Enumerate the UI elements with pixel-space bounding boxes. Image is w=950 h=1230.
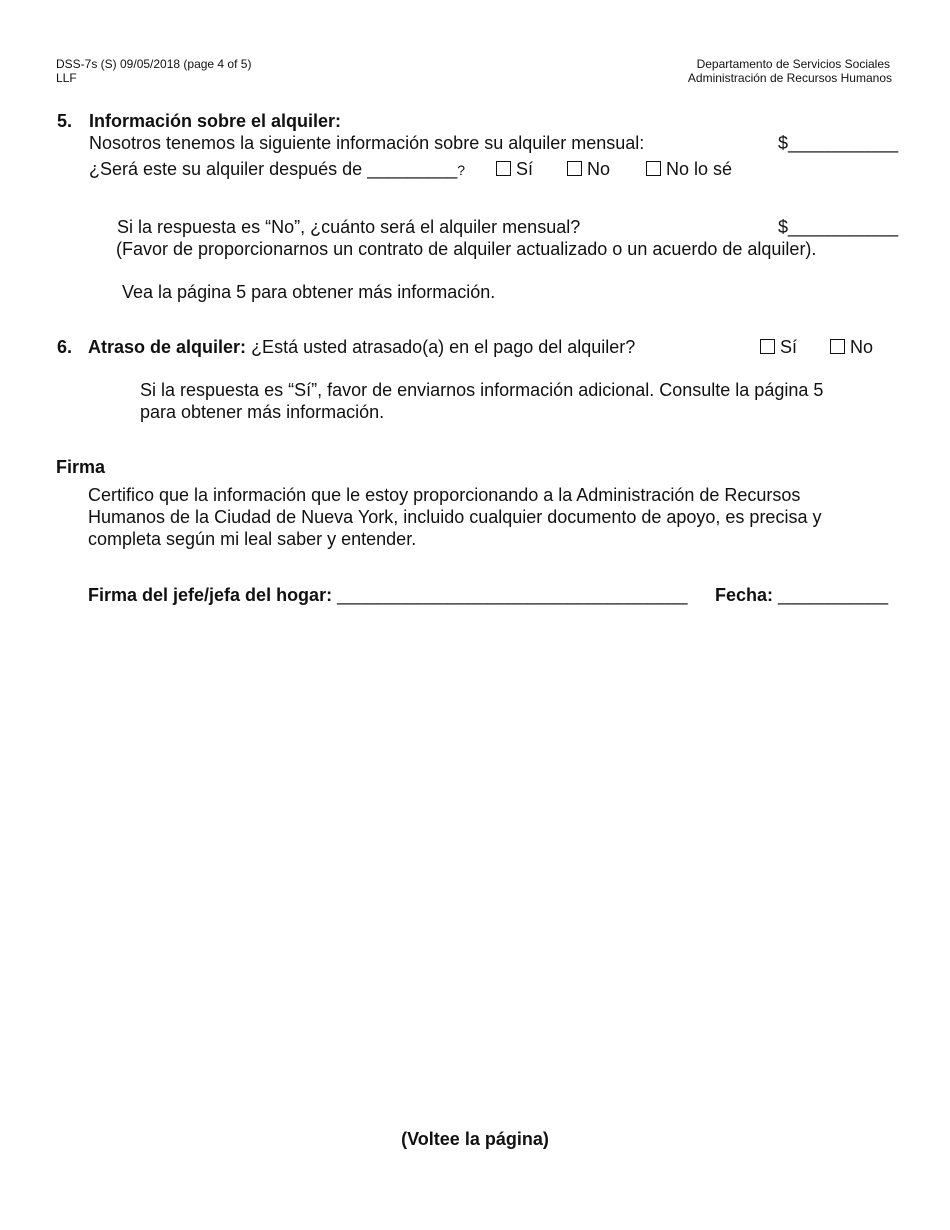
if-no-question: Si la respuesta es “No”, ¿cuánto será el alquiler mensual? xyxy=(117,217,581,237)
signature-label: Firma del jefe/jefa del hogar: xyxy=(88,585,333,605)
turn-page-note: (Voltee la página) xyxy=(401,1129,549,1149)
signature-heading: Firma xyxy=(56,457,106,477)
checkbox-icon[interactable] xyxy=(830,339,845,354)
option-si-5[interactable] xyxy=(496,158,533,180)
section-6-line xyxy=(88,336,635,358)
section-6-note-line-2: para obtener más información. xyxy=(140,402,385,422)
date-line xyxy=(715,584,888,606)
section-5-title: Información sobre el alquiler: xyxy=(89,111,342,131)
certification-line-3: completa según mi leal saber y entender. xyxy=(88,529,417,549)
rent-info-line: Nosotros tenemos la siguiente información sobre su alquiler mensual: xyxy=(89,133,645,153)
form-code: LLF xyxy=(56,71,77,85)
rent-after-question-text: ¿Será este su alquiler después de xyxy=(89,159,363,179)
new-rent-amount-field[interactable]: $___________ xyxy=(778,217,899,237)
signature-line xyxy=(88,584,687,606)
date-field[interactable]: ___________ xyxy=(778,585,889,605)
checkbox-icon[interactable] xyxy=(760,339,775,354)
department-name: Departamento de Servicios Sociales xyxy=(696,57,890,71)
see-page-note: Vea la página 5 para obtener más información. xyxy=(122,282,496,302)
section-6-number: 6. xyxy=(57,337,73,357)
current-rent-amount-field[interactable]: $___________ xyxy=(778,133,899,153)
lease-note: (Favor de proporcionarnos un contrato de alquiler actualizado o un acuerdo de alquiler). xyxy=(116,239,817,259)
option-si-label: Sí xyxy=(516,159,534,179)
checkbox-icon[interactable] xyxy=(567,161,582,176)
option-no-label: No xyxy=(850,337,874,357)
signature-field[interactable]: ___________________________________ xyxy=(337,585,688,605)
rent-after-date-field[interactable]: _________ xyxy=(367,159,458,179)
checkbox-icon[interactable] xyxy=(646,161,661,176)
form-id: DSS-7s (S) 09/05/2018 (page 4 of 5) xyxy=(56,57,252,71)
section-6-title: Atraso de alquiler: xyxy=(88,337,247,357)
option-si-6[interactable] xyxy=(760,336,797,358)
date-label: Fecha: xyxy=(715,585,774,605)
administration-name: Administración de Recursos Humanos xyxy=(687,71,892,85)
certification-line-2: Humanos de la Ciudad de Nueva York, incluido cualquier documento de apoyo, es precisa y xyxy=(88,507,822,527)
option-no-lo-se-5[interactable] xyxy=(646,158,732,180)
section-5-number: 5. xyxy=(57,111,73,131)
option-si-label: Sí xyxy=(780,337,798,357)
option-no-lo-se-label: No lo sé xyxy=(666,159,733,179)
checkbox-icon[interactable] xyxy=(496,161,511,176)
option-no-5[interactable] xyxy=(567,158,610,180)
option-no-label: No xyxy=(587,159,611,179)
option-no-6[interactable] xyxy=(830,336,873,358)
certification-line-1: Certifico que la información que le estoy proporcionando a la Administración de Recursos xyxy=(88,485,801,505)
question-mark: ? xyxy=(457,162,466,178)
section-6-question: ¿Está usted atrasado(a) en el pago del alquiler? xyxy=(251,337,636,357)
section-6-note-line-1: Si la respuesta es “Sí”, favor de enviarnos información adicional. Consulte la página 5 xyxy=(140,380,824,400)
rent-after-question xyxy=(89,158,465,181)
